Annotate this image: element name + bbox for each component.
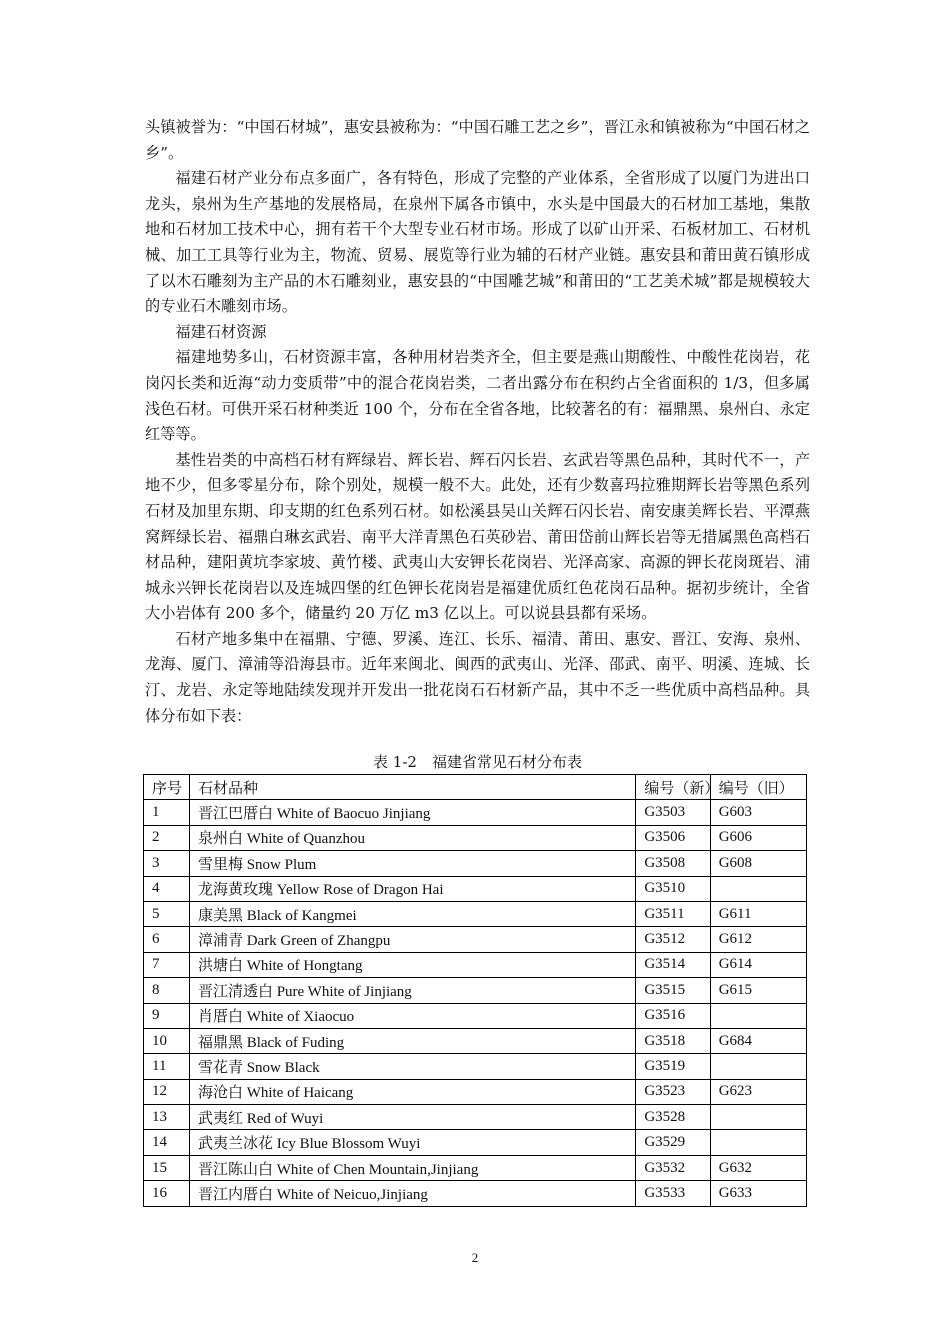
paragraph-3: 福建地势多山，石材资源丰富，各种用材岩类齐全，但主要是燕山期酸性、中酸性花岗岩，花岗闪长类和近海“动力变质带”中的混合花岗岩类，二者出露分布在积约占全省面积的 1/3，但多属浅色石材。可供开采石材种类近 100 个，分布在全省各地，比较著名的有：福鼎黑、泉州白、永定红等等。 <box>145 348 810 444</box>
cell-code-new: G3512 <box>636 927 710 952</box>
cell-variety: 晋江陈山白 White of Chen Mountain,Jinjiang <box>189 1155 635 1180</box>
cell-variety: 晋江巴厝白 White of Baocuo Jinjiang <box>189 800 635 825</box>
cell-code-old: G611 <box>710 901 806 926</box>
cell-variety: 福鼎黑 Black of Fuding <box>189 1028 635 1053</box>
table-row <box>144 1105 807 1130</box>
cell-index: 10 <box>144 1028 190 1053</box>
cell-variety: 武夷红 Red of Wuyi <box>189 1105 635 1130</box>
cell-code-old <box>710 1003 806 1028</box>
cell-code-old: G606 <box>710 825 806 850</box>
cell-code-old: G684 <box>710 1028 806 1053</box>
cell-code-old <box>710 876 806 901</box>
cell-index: 5 <box>144 901 190 926</box>
cell-code-new: G3511 <box>636 901 710 926</box>
cell-index: 6 <box>144 927 190 952</box>
paragraph-1: 头镇被誉为：“中国石材城”，惠安县被称为：“中国石雕工艺之乡”，晋江永和镇被称为“中国石材之乡”。 <box>145 118 810 162</box>
cell-code-new: G3516 <box>636 1003 710 1028</box>
table-body <box>144 800 807 1206</box>
paragraph-4: 基性岩类的中高档石材有辉绿岩、辉长岩、辉石闪长岩、玄武岩等黑色品种，其时代不一，产地不少，但多零星分布，除个别处，规模一般不大。此处，还有少数喜玛拉雅期辉长岩等黑色系列石材及加里东期、印支期的红色系列石材。如松溪县吴山关辉石闪长岩、南安康美辉长岩、平潭燕窝辉绿长岩、福鼎白琳玄武岩、南平大洋青黑色石英砂岩、莆田岱前山辉长岩等无措属黑色高档石材品种，建阳黄坑李家坡、黄竹楼、武夷山大安钾长花岗岩、光泽高家、高源的钾长花岗斑岩、浦城永兴钾长花岗岩以及连城四堡的红色钾长花岗岩是福建优质红色花岗石品种。据初步统计，全省大小岩体有 200 多个，储量约 20 万亿 m3 亿以上。可以说县县都有采场。 <box>145 450 810 623</box>
cell-code-old <box>710 1054 806 1079</box>
cell-variety: 泉州白 White of Quanzhou <box>189 825 635 850</box>
cell-index: 8 <box>144 978 190 1003</box>
cell-code-new: G3518 <box>636 1028 710 1053</box>
table-row <box>144 851 807 876</box>
table-row <box>144 978 807 1003</box>
cell-code-old <box>710 1105 806 1130</box>
table-row <box>144 800 807 825</box>
header-variety: 石材品种 <box>189 775 635 800</box>
table-row <box>144 952 807 977</box>
cell-index: 13 <box>144 1105 190 1130</box>
cell-variety: 晋江内厝白 White of Neicuo,Jinjiang <box>189 1181 635 1206</box>
cell-code-old: G633 <box>710 1181 806 1206</box>
header-code-new: 编号（新） <box>636 775 710 800</box>
cell-index: 14 <box>144 1130 190 1155</box>
cell-code-new: G3528 <box>636 1105 710 1130</box>
table-row <box>144 1028 807 1053</box>
cell-code-new: G3514 <box>636 952 710 977</box>
cell-code-old: G608 <box>710 851 806 876</box>
cell-variety: 肖厝白 White of Xiaocuo <box>189 1003 635 1028</box>
table-row <box>144 1079 807 1104</box>
cell-variety: 龙海黄玫瑰 Yellow Rose of Dragon Hai <box>189 876 635 901</box>
cell-code-old: G615 <box>710 978 806 1003</box>
cell-code-new: G3508 <box>636 851 710 876</box>
cell-index: 7 <box>144 952 190 977</box>
table-row <box>144 1130 807 1155</box>
table-row <box>144 1003 807 1028</box>
header-index: 序号 <box>144 775 190 800</box>
cell-index: 11 <box>144 1054 190 1079</box>
cell-code-new: G3515 <box>636 978 710 1003</box>
cell-code-old: G603 <box>710 800 806 825</box>
cell-code-new: G3506 <box>636 825 710 850</box>
table-row <box>144 1054 807 1079</box>
cell-code-new: G3529 <box>636 1130 710 1155</box>
table-header-row <box>144 775 807 800</box>
cell-index: 9 <box>144 1003 190 1028</box>
paragraph-5: 石材产地多集中在福鼎、宁德、罗溪、连江、长乐、福清、莆田、惠安、晋江、安海、泉州、龙海、厦门、漳浦等沿海县市。近年来闽北、闽西的武夷山、光泽、邵武、南平、明溪、连城、长汀、龙岩、永定等地陆续发现并开发出一批花岗石石材新产品，其中不乏一些优质中高档品种。具体分布如下表： <box>145 629 810 725</box>
cell-variety: 雪里梅 Snow Plum <box>189 851 635 876</box>
cell-code-old: G612 <box>710 927 806 952</box>
cell-variety: 漳浦青 Dark Green of Zhangpu <box>189 927 635 952</box>
cell-variety: 康美黑 Black of Kangmei <box>189 901 635 926</box>
table-row <box>144 1155 807 1180</box>
table-row <box>144 1181 807 1206</box>
cell-variety: 洪塘白 White of Hongtang <box>189 952 635 977</box>
cell-index: 12 <box>144 1079 190 1104</box>
table-row <box>144 927 807 952</box>
section-heading: 福建石材资源 <box>175 322 267 341</box>
cell-code-new: G3533 <box>636 1181 710 1206</box>
body-text <box>145 115 810 729</box>
cell-variety: 海沧白 White of Haicang <box>189 1079 635 1104</box>
cell-code-old: G632 <box>710 1155 806 1180</box>
cell-code-old <box>710 1130 806 1155</box>
cell-index: 15 <box>144 1155 190 1180</box>
cell-code-new: G3523 <box>636 1079 710 1104</box>
table-row <box>144 876 807 901</box>
cell-index: 3 <box>144 851 190 876</box>
stone-table <box>143 774 807 1207</box>
cell-code-old: G623 <box>710 1079 806 1104</box>
cell-code-old: G614 <box>710 952 806 977</box>
cell-index: 16 <box>144 1181 190 1206</box>
cell-index: 4 <box>144 876 190 901</box>
cell-variety: 晋江清透白 Pure White of Jinjiang <box>189 978 635 1003</box>
cell-variety: 武夷兰冰花 Icy Blue Blossom Wuyi <box>189 1130 635 1155</box>
table-caption: 表 1-2 福建省常见石材分布表 <box>373 753 582 771</box>
header-code-old: 编号（旧） <box>710 775 806 800</box>
cell-variety: 雪花青 Snow Black <box>189 1054 635 1079</box>
cell-code-new: G3532 <box>636 1155 710 1180</box>
cell-code-new: G3519 <box>636 1054 710 1079</box>
cell-index: 2 <box>144 825 190 850</box>
cell-code-new: G3510 <box>636 876 710 901</box>
table-row <box>144 901 807 926</box>
page-number: 2 <box>471 1250 479 1265</box>
paragraph-2: 福建石材产业分布点多面广，各有特色，形成了完整的产业体系，全省形成了以厦门为进出口龙头，泉州为生产基地的发展格局，在泉州下属各市镇中，水头是中国最大的石材加工基地，集散地和石材加工技术中心，拥有若干个大型专业石材市场。形成了以矿山开采、石板材加工、石材机械、加工工具等行业为主，物流、贸易、展览等行业为辅的石材产业链。惠安县和莆田黄石镇形成了以木石雕刻为主产品的木石雕刻业，惠安县的“中国雕艺城”和莆田的“工艺美术城”都是规模较大的专业石木雕刻市场。 <box>145 169 810 316</box>
table-row <box>144 825 807 850</box>
cell-code-new: G3503 <box>636 800 710 825</box>
cell-index: 1 <box>144 800 190 825</box>
